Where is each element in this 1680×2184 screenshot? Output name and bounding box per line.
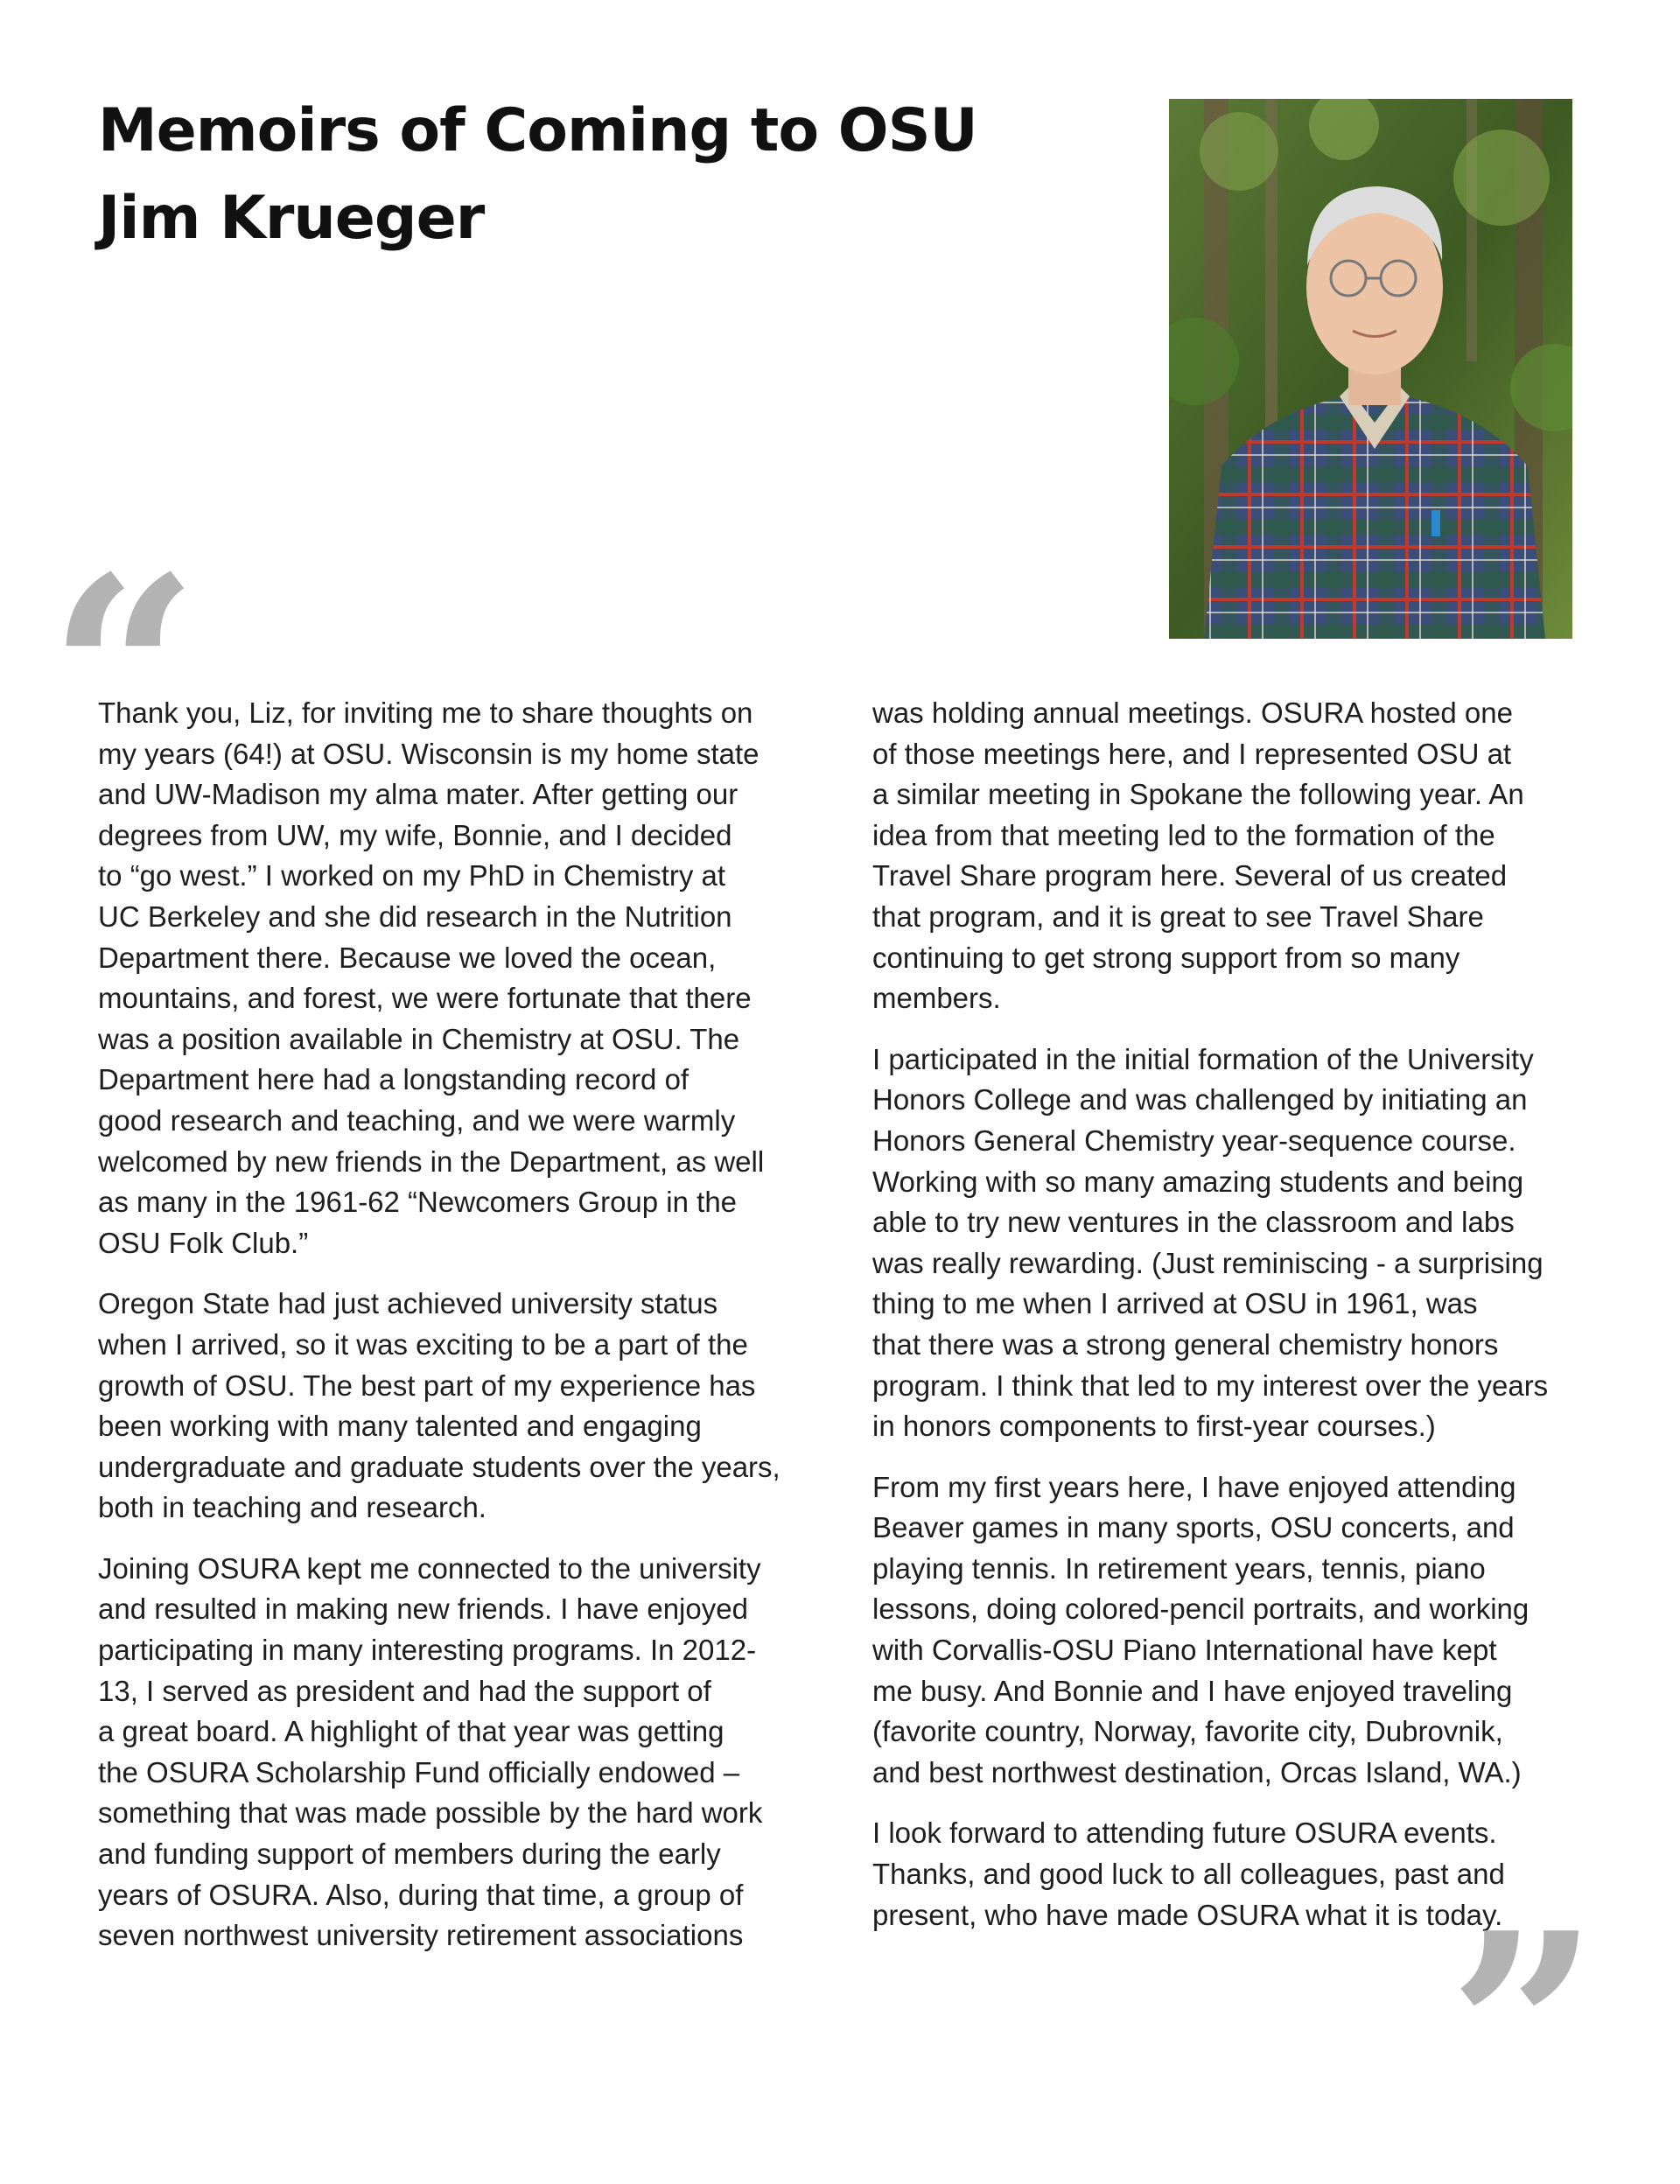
paragraph: Joining OSURA kept me connected to the university and resulted in making new friends. I have enjoyed participating in many interesting programs. In 2012- 13, I served as president and had the support of a great board. A highlight of that year was getting the OSURA Scholarship Fund officially endowed – something that was made possible by the hard work and funding support of members during the early years of OSURA. Also, during that time, a group of seven northwest university retirement associations <box>98 1551 763 1952</box>
left-column <box>98 693 798 1977</box>
paragraph: Oregon State had just achieved university status when I arrived, so it was exciting to be a part of the growth of OSU. The best part of my experience has been working with many talented and engaging undergraduate and graduate students over the years, both in teaching and research. <box>98 1287 780 1524</box>
portrait-photo <box>1169 99 1572 639</box>
paragraph: Thank you, Liz, for inviting me to share thoughts on my years (64!) at OSU. Wisconsin is my home state and UW-Madison my alma mater. After getting our degrees from UW, my wife, Bonnie, and I decided to “go west.” I worked on my PhD in Chemistry at UC Berkeley and she did research in the Nutrition Department there. Because we loved the ocean, mountains, and forest, we were fortunate that there was a position available in Chemistry at OSU. The Department here had a longstanding record of good research and teaching, and we were warmly welcomed by new friends in the Department, as well as many in the 1961-62 “Newcomers Group in the OSU Folk Club.” <box>98 696 765 1259</box>
page-title <box>98 88 977 262</box>
paragraph: was holding annual meetings. OSURA hosted one of those meetings here, and I represented OSU at a similar meeting in Spokane the following year. An idea from that meeting led to the formation of the Travel Share program here. Several of us created that program, and it is great to see Travel Share continuing to get strong support from so many members. <box>872 696 1524 1015</box>
author-name: Jim Krueger <box>98 184 485 253</box>
title-line-1: Memoirs of Coming to OSU <box>98 96 977 165</box>
open-quote-mark: “ <box>48 519 200 828</box>
paragraph: I participated in the initial formation of the University Honors College and was challenged by initiating an Honors General Chemistry year-sequence course. Working with so many amazing students and being able to try new ventures in the classroom and labs was really rewarding. (Just reminiscing - a surprising thing to me when I arrived at OSU in 1961, was that there was a strong general chemistry honors program. I think that led to my interest over the years in honors components to first-year courses.) <box>872 1042 1549 1443</box>
paragraph: I look forward to attending future OSURA events. Thanks, and good luck to all colleagues, past and present, who have made OSURA what it is today. <box>872 1816 1505 1931</box>
paragraph: From my first years here, I have enjoyed attending Beaver games in many sports, OSU concerts, and playing tennis. In retirement years, tennis, piano lessons, doing colored-pencil portraits, and working with Corvallis-OSU Piano International have kept me busy. And Bonnie and I have enjoyed traveling (favorite country, Norway, favorite city, Dubrovnik, and best northwest destination, Orcas Island, WA.) <box>872 1470 1530 1788</box>
portrait-photo-icon <box>1169 99 1572 639</box>
close-quote-mark: ” <box>1448 1875 1600 2184</box>
right-column <box>872 693 1581 1956</box>
